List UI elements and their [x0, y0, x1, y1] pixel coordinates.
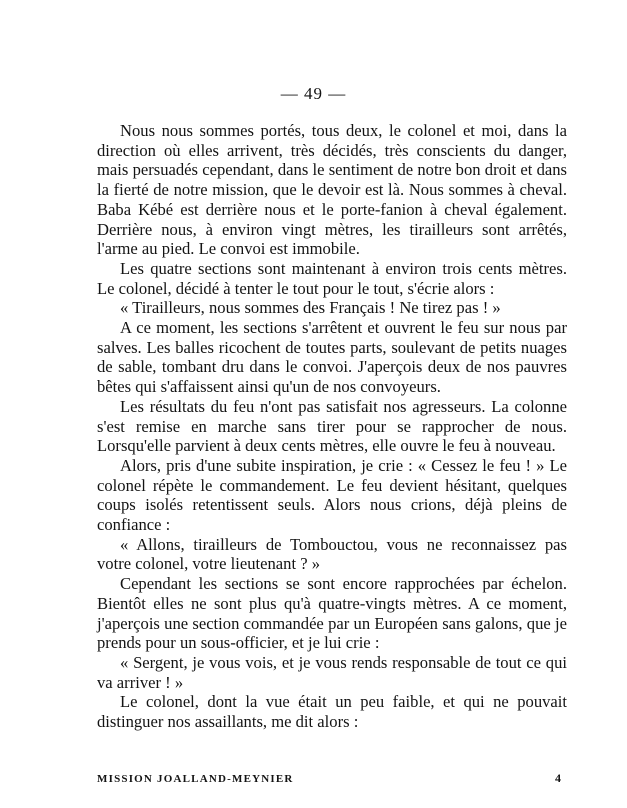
- paragraph-4: Les résultats du feu n'ont pas satisfait nos agresseurs. La colonne s'est remise en marche sans tirer pour se rapprocher de nous. Lorsqu'elle parvient à deux cents mètres, elle ouvre le feu à nouveau.: [97, 396, 567, 456]
- paragraph-3: A ce moment, les sections s'arrêtent et ouvrent le feu sur nous par salves. Les balles ricochent de toutes parts, soulevant de petits nuages de sable, tombant dru dans le convoi. J'aperçois deux de nos pauvres bêtes qui s'affaissent ainsi qu'un de nos convoyeurs.: [97, 318, 567, 397]
- page-number: — 49 —: [280, 84, 347, 103]
- paragraph-1: Nous nous sommes portés, tous deux, le colonel et moi, dans la direction où elles arrivent, très décidés, très conscients du danger, mais persuadés cependant, dans le sentiment de notre bon droit et dans la fierté de notre mission, que le devoir est là. Nous sommes à cheval. Baba Kébé est derrière nous et le porte-fanion à cheval également. Derrière nous, à environ vingt mètres, les tirailleurs sont arrêtés, l'arme au pied. Le convoi est immobile.: [97, 121, 567, 259]
- footer-signature: MISSION JOALLAND-MEYNIER: [97, 773, 294, 785]
- footer-sheet-number: 4: [555, 771, 561, 785]
- quote-tirailleurs: « Tirailleurs, nous sommes des Français ! Ne tirez pas ! »: [120, 298, 501, 318]
- quote-sergent: « Sergent, je vous vois, et je vous rends responsable de tout ce qui va arriver ! »: [97, 652, 567, 692]
- paragraph-6: Cependant les sections se sont encore rapprochées par échelon. Bientôt elles ne sont plus qu'à quatre-vingts mètres. A ce moment, j'aperçois une section commandée par un Européen sans galons, que je prends pour un sous-officier, et je lui crie :: [97, 574, 567, 653]
- paragraph-5: Alors, pris d'une subite inspiration, je crie : « Cessez le feu ! » Le colonel répète le commandement. Le feu devient hésitant, quelques coups isolés retentissent seuls. Alors nous crions, déjà pleins de confiance :: [97, 455, 567, 535]
- paragraph-2: Les quatre sections sont maintenant à environ trois cents mètres. Le colonel, décidé à tenter le tout pour le tout, s'écrie alors :: [97, 258, 567, 298]
- body-text: [97, 121, 567, 732]
- paragraph-7: Le colonel, dont la vue était un peu faible, et qui ne pouvait distinguer nos assaillants, me dit alors :: [97, 692, 567, 732]
- quote-tombouctou: « Allons, tirailleurs de Tombouctou, vous ne reconnaissez pas votre colonel, votre lieutenant ? »: [97, 534, 567, 574]
